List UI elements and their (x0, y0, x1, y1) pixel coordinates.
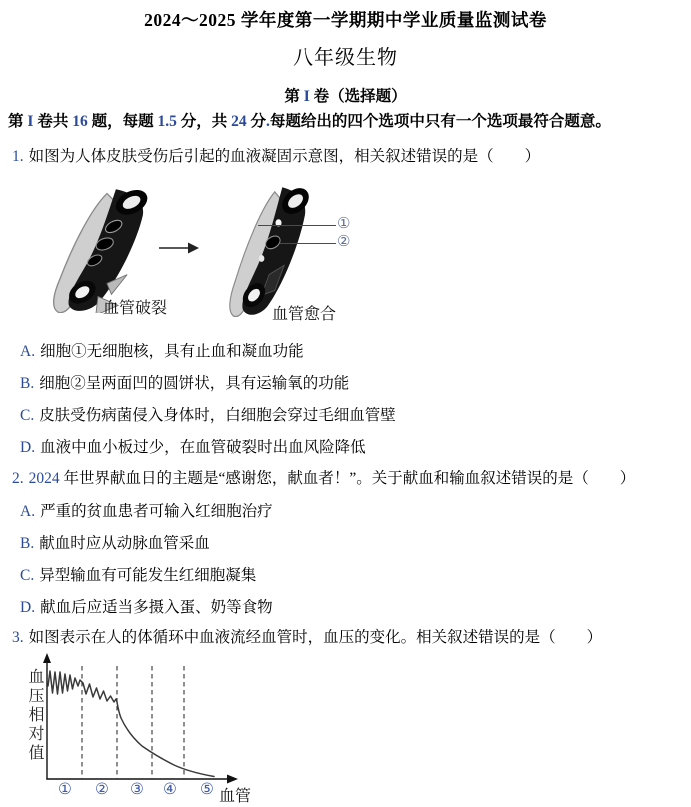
question-1-number: 1. (12, 148, 24, 165)
chart-region-label-5: ⑤ (200, 781, 214, 798)
option-letter: C. (20, 567, 35, 584)
question-2-option-b (20, 533, 683, 554)
option-text: 严重的贫血患者可输入红细胞治疗 (40, 503, 273, 520)
question-2-number: 2. (12, 470, 24, 487)
chart-region-label-4: ④ (163, 781, 177, 798)
figure-caption-ruptured: 血管破裂 (102, 300, 167, 317)
question-1-option-b (20, 373, 683, 394)
question-1-option-d (20, 437, 683, 458)
question-1-figure (0, 185, 691, 331)
question-3-stem (12, 627, 683, 648)
question-2-option-c (20, 565, 683, 586)
chart-region-label-2: ② (95, 781, 109, 798)
exam-subject: 八年级生物 (293, 47, 398, 69)
question-1-text: 如图为人体皮肤受伤后引起的血液凝固示意图，相关叙述错误的是（ ） (28, 148, 541, 165)
option-text: 细胞①无细胞核，具有止血和凝血功能 (40, 343, 304, 360)
arrow-right-icon (158, 241, 200, 255)
chart-y-axis-label: 血压相对值 (26, 668, 43, 763)
option-text: 献血时应从动脉血管采血 (39, 535, 210, 552)
question-2-stem (12, 468, 683, 489)
section-heading: 第 I 卷（选择题） (284, 88, 407, 105)
question-1-option-c (20, 405, 683, 426)
exam-title: 2024～2025 学年度第一学期期中学业质量监测试卷 (144, 10, 547, 30)
question-2-option-d (20, 597, 683, 618)
option-text: 异型输血有可能发生红细胞凝集 (39, 567, 257, 584)
section-instructions: 第 I 卷共 16 题，每题 1.5 分，共 24 分.每题给出的四个选项中只有一个选项最符合题意。 (8, 113, 611, 130)
blood-pressure-chart (12, 653, 270, 805)
question-3-number: 3. (12, 629, 24, 646)
option-letter: B. (20, 375, 35, 392)
callout-line-1 (258, 225, 336, 226)
question-3-text: 如图表示在人的体循环中血液流经血管时，血压的变化。相关叙述错误的是（ ） (28, 629, 603, 646)
figure-caption-healed: 血管愈合 (271, 306, 336, 323)
callout-label-1: ① (337, 216, 351, 232)
option-letter: A. (20, 503, 36, 520)
question-1-option-a (20, 341, 683, 362)
chart-region-label-1: ① (58, 781, 72, 798)
callout-label-2: ② (337, 234, 351, 250)
option-letter: D. (20, 439, 36, 456)
option-text: 皮肤受伤病菌侵入身体时，白细胞会穿过毛细血管壁 (39, 407, 396, 424)
healed-vessel-illustration (220, 185, 338, 317)
question-2-option-a (20, 501, 683, 522)
chart-x-axis-label: 血管 (219, 788, 252, 805)
callout-line-2 (280, 243, 336, 244)
option-text: 血液中血小板过少，在血管破裂时出血风险降低 (40, 439, 366, 456)
question-1-stem (12, 146, 683, 167)
option-letter: A. (20, 343, 36, 360)
chart-region-label-3: ③ (130, 781, 144, 798)
question-2-text: 2024 年世界献血日的主题是“感谢您，献血者！”。关于献血和输血叙述错误的是（ ） (28, 470, 636, 487)
option-letter: B. (20, 535, 35, 552)
option-letter: C. (20, 407, 35, 424)
option-text: 献血后应适当多摄入蛋、奶等食物 (40, 599, 273, 616)
option-letter: D. (20, 599, 36, 616)
option-text: 细胞②呈两面凹的圆饼状，具有运输氧的功能 (39, 375, 350, 392)
